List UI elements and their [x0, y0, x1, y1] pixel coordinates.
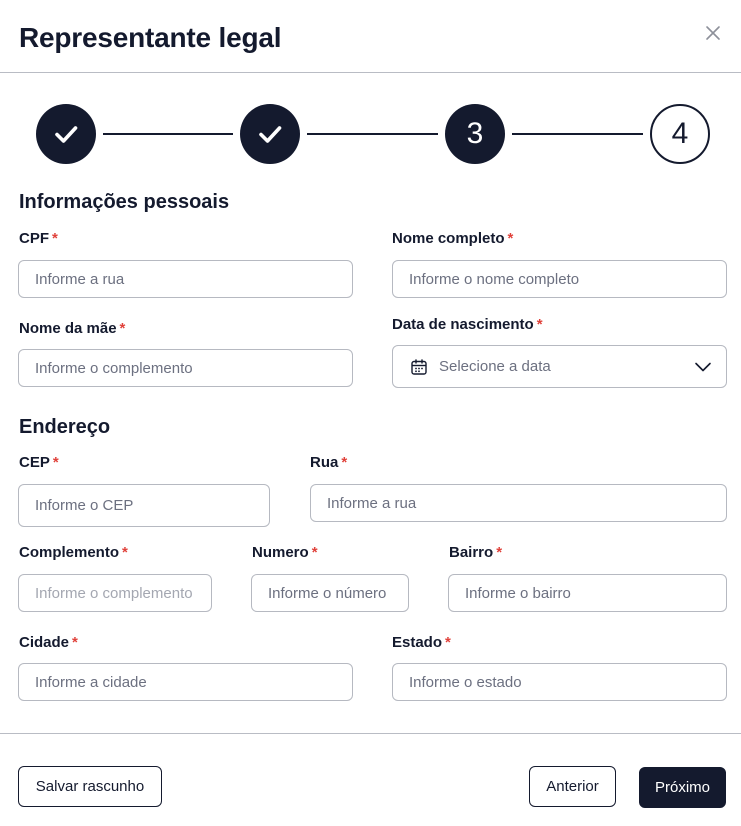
check-icon: [51, 119, 81, 149]
modal-title: Representante legal: [19, 22, 282, 53]
cep-input[interactable]: [18, 484, 270, 527]
close-icon[interactable]: [702, 22, 724, 44]
step-3-current: [445, 104, 505, 164]
step-number: 3: [466, 117, 484, 150]
birth-date-label: Data de nascimento *: [392, 316, 543, 333]
neighborhood-label: Bairro *: [449, 544, 503, 561]
footer-divider: [0, 733, 741, 734]
save-draft-button[interactable]: Salvar rascunho: [18, 766, 162, 807]
street-label: Rua *: [310, 454, 348, 471]
chevron-down-icon: [694, 358, 712, 376]
full-name-input[interactable]: [392, 260, 727, 298]
state-label: Estado *: [392, 634, 451, 651]
step-4-pending: [650, 104, 710, 164]
check-icon: [255, 119, 285, 149]
street-input[interactable]: [310, 484, 727, 522]
next-button[interactable]: Próximo: [639, 767, 726, 808]
previous-button[interactable]: Anterior: [529, 766, 616, 807]
birth-date-select[interactable]: [392, 345, 727, 388]
cep-label: CEP *: [19, 454, 59, 471]
complement-input[interactable]: [18, 574, 212, 612]
mother-name-label: Nome da mãe *: [19, 320, 126, 337]
step-connector: [512, 133, 643, 135]
step-connector: [307, 133, 438, 135]
calendar-icon: [410, 358, 428, 376]
state-input[interactable]: [392, 663, 727, 701]
neighborhood-input[interactable]: [448, 574, 727, 612]
step-1-completed: [36, 104, 96, 164]
section-title-personal: Informações pessoais: [19, 191, 230, 213]
city-label: Cidade *: [19, 634, 78, 651]
complement-label: Complemento *: [19, 544, 128, 561]
birth-date-placeholder: Selecione a data: [439, 358, 551, 375]
mother-name-input[interactable]: [18, 349, 353, 387]
city-input[interactable]: [18, 663, 353, 701]
step-connector: [103, 133, 233, 135]
full-name-label: Nome completo *: [392, 230, 514, 247]
step-2-completed: [240, 104, 300, 164]
number-input[interactable]: [251, 574, 409, 612]
step-number: 4: [671, 117, 689, 150]
section-title-address: Endereço: [19, 416, 111, 438]
cpf-input[interactable]: [18, 260, 353, 298]
cpf-label: CPF *: [19, 230, 58, 247]
header-divider: [0, 72, 741, 73]
number-label: Numero *: [252, 544, 318, 561]
